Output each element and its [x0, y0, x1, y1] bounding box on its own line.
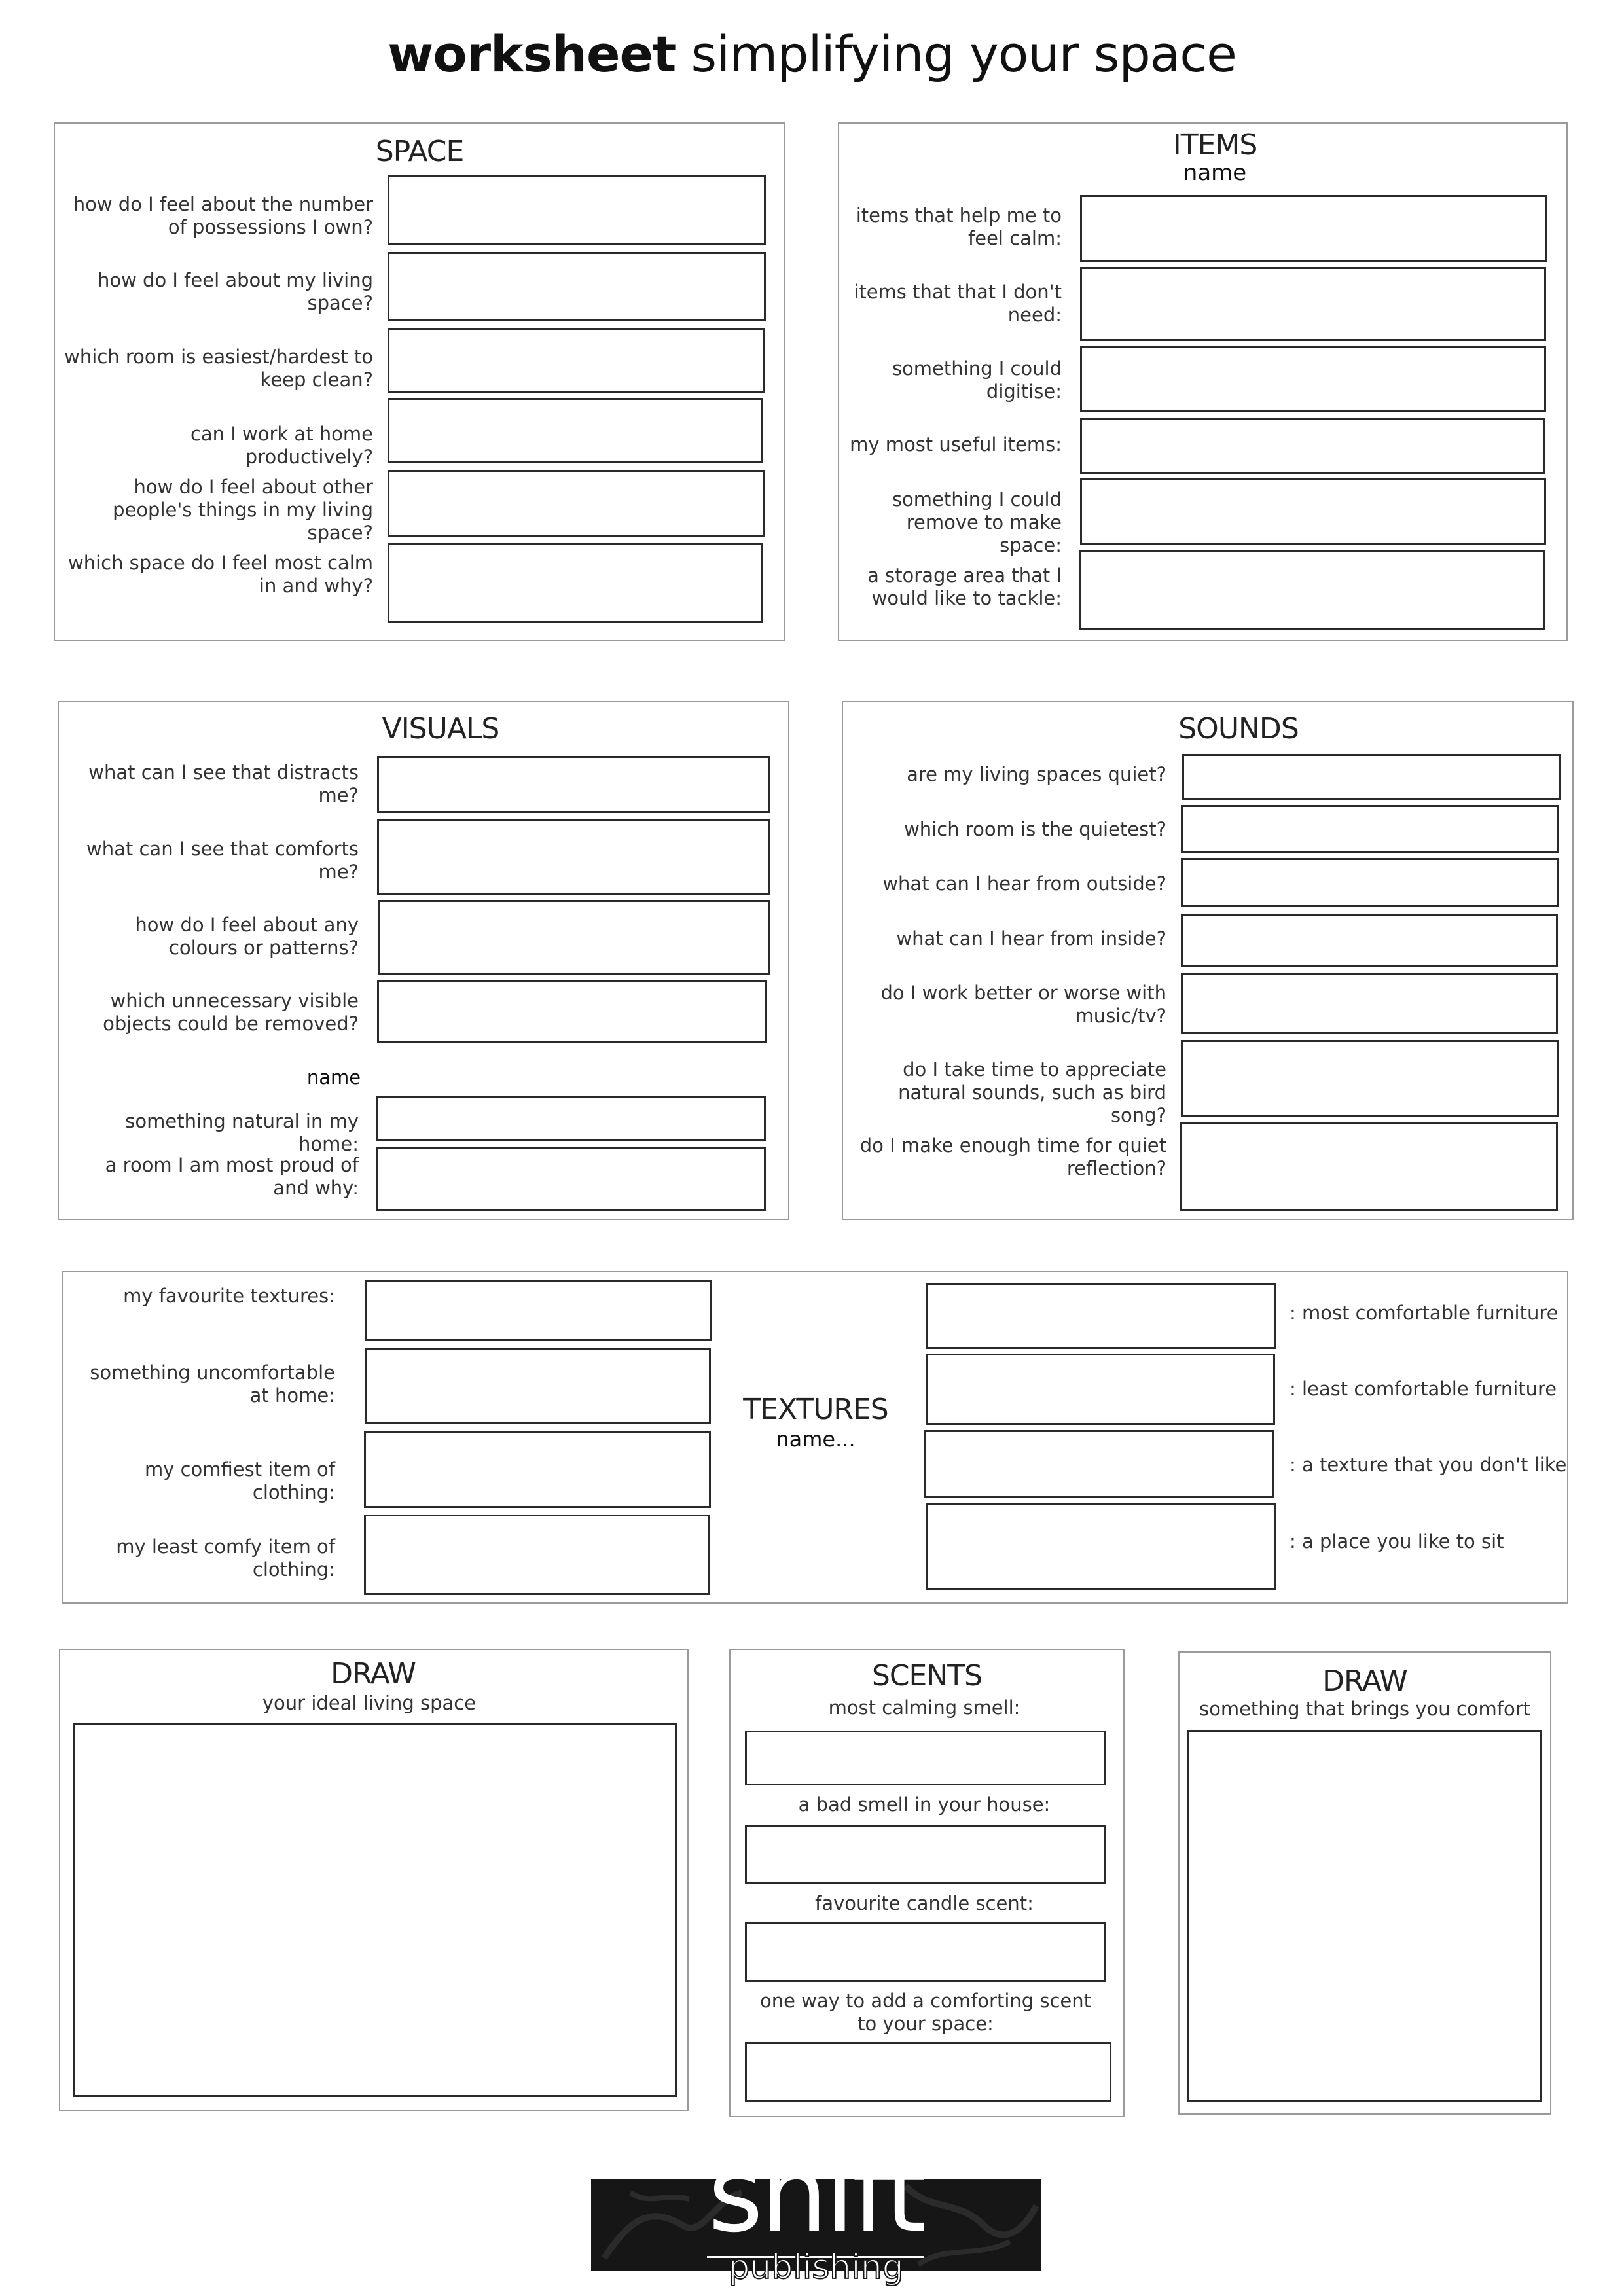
sounds-title: SOUNDS — [1178, 712, 1299, 745]
draw-comfort-area[interactable] — [1187, 1730, 1542, 2102]
textures-title: TEXTURES — [743, 1393, 888, 1426]
items-answer-box[interactable] — [1079, 550, 1545, 630]
visuals-question: what can I see that distracts me? — [88, 761, 359, 806]
page-title — [0, 25, 1624, 83]
scents-answer-box[interactable] — [745, 1825, 1106, 1884]
draw-ideal-area[interactable] — [73, 1723, 677, 2097]
visuals-name: name — [306, 1066, 361, 1088]
textures-answer-box[interactable] — [924, 1430, 1274, 1498]
items-question: items that help me to feel calm: — [856, 204, 1062, 249]
draw-ideal-title: DRAW — [331, 1657, 416, 1691]
items-answer-box[interactable] — [1080, 418, 1545, 474]
textures-answer-box[interactable] — [365, 1280, 712, 1341]
scents-question: favourite candle scent: — [815, 1892, 1034, 1914]
items-answer-box[interactable] — [1080, 346, 1546, 412]
scents-title: SCENTS — [871, 1659, 983, 1693]
textures-question-left: my least comfy item of clothing: — [116, 1535, 335, 1581]
draw-comfort-sub: something that brings you comfort — [1199, 1698, 1531, 1720]
items-answer-box[interactable] — [1080, 195, 1547, 262]
visuals-question: a room I am most proud of and why: — [105, 1154, 359, 1199]
visuals-question: something natural in my home: — [125, 1110, 359, 1155]
items-question: a storage area that I would like to tackle: — [867, 564, 1062, 609]
items-name: name — [1183, 160, 1247, 186]
visuals-answer-box[interactable] — [377, 756, 770, 813]
visuals-question: what can I see that comforts me? — [86, 838, 359, 883]
sounds-question: do I make enough time for quiet reflection? — [859, 1134, 1166, 1179]
textures-question-right: : a texture that you don't like — [1290, 1454, 1567, 1476]
sounds-question: do I work better or worse with music/tv? — [880, 982, 1166, 1027]
sounds-question: which room is the quietest? — [904, 818, 1166, 840]
space-question: which room is easiest/hardest to keep clean? — [64, 346, 373, 391]
sounds-answer-box[interactable] — [1181, 973, 1558, 1034]
items-title: ITEMS — [1172, 128, 1257, 162]
textures-question-right: : least comfortable furniture — [1290, 1378, 1557, 1400]
textures-answer-box[interactable] — [926, 1503, 1276, 1590]
items-answer-box[interactable] — [1080, 267, 1546, 341]
textures-question-right: : most comfortable furniture — [1290, 1302, 1559, 1324]
visuals-question: how do I feel about any colours or patterns? — [135, 914, 359, 959]
textures-answer-box[interactable] — [365, 1348, 711, 1424]
textures-answer-box[interactable] — [926, 1354, 1275, 1425]
scents-answer-box[interactable] — [745, 2042, 1111, 2102]
textures-answer-box[interactable] — [926, 1283, 1276, 1349]
sounds-question: what can I hear from inside? — [896, 927, 1166, 950]
space-answer-box[interactable] — [388, 328, 765, 393]
space-question: which space do I feel most calm in and why? — [67, 552, 373, 597]
scents-question: a bad smell in your house: — [798, 1793, 1051, 1816]
items-question: something I could digitise: — [892, 357, 1062, 403]
items-question: something I could remove to make space: — [892, 488, 1062, 556]
visuals-answer-box[interactable] — [377, 980, 767, 1043]
space-question: how do I feel about the number of possessions I own? — [73, 193, 373, 238]
textures-question-left: something uncomfortable at home: — [90, 1361, 335, 1407]
items-question: items that that I don't need: — [854, 281, 1062, 326]
visuals-title: VISUALS — [382, 712, 499, 745]
visuals-answer-box[interactable] — [376, 1147, 766, 1211]
space-answer-box[interactable] — [388, 252, 766, 321]
visuals-question: which unnecessary visible objects could be removed? — [103, 990, 359, 1035]
scents-question: one way to add a comforting scent to your space: — [759, 1990, 1092, 2035]
textures-name: name... — [776, 1427, 856, 1452]
title-rest: simplifying your space — [691, 25, 1236, 83]
title-bold: worksheet — [388, 25, 676, 83]
visuals-answer-box[interactable] — [376, 1096, 766, 1141]
textures-question-left: my favourite textures: — [123, 1285, 335, 1307]
scents-answer-box[interactable] — [745, 1922, 1106, 1982]
sounds-answer-box[interactable] — [1182, 754, 1561, 800]
visuals-answer-box[interactable] — [378, 900, 770, 975]
draw-ideal-sub: your ideal living space — [262, 1692, 477, 1714]
textures-question-left: my comfiest item of clothing: — [144, 1458, 335, 1503]
space-question: how do I feel about other people's things in my living space? — [113, 476, 373, 544]
sounds-question: do I take time to appreciate natural sounds, such as bird song? — [898, 1058, 1166, 1126]
logo-subtitle: publishing — [728, 2248, 904, 2287]
scents-question: most calming smell: — [828, 1696, 1020, 1719]
textures-answer-box[interactable] — [364, 1431, 711, 1508]
logo-wordmark: shift — [708, 2133, 924, 2256]
space-answer-box[interactable] — [388, 175, 766, 245]
sounds-question: what can I hear from outside? — [882, 872, 1166, 895]
items-answer-box[interactable] — [1080, 478, 1546, 545]
sounds-answer-box[interactable] — [1181, 1040, 1559, 1117]
items-question: my most useful items: — [850, 433, 1062, 456]
sounds-question: are my living spaces quiet? — [907, 763, 1166, 785]
draw-comfort-title: DRAW — [1322, 1664, 1407, 1698]
space-question: can I work at home productively? — [190, 423, 373, 468]
space-answer-box[interactable] — [388, 543, 763, 623]
space-answer-box[interactable] — [388, 398, 763, 463]
visuals-answer-box[interactable] — [377, 819, 770, 895]
sounds-answer-box[interactable] — [1181, 914, 1558, 967]
textures-answer-box[interactable] — [364, 1515, 710, 1595]
sounds-answer-box[interactable] — [1181, 805, 1559, 853]
sounds-answer-box[interactable] — [1180, 1122, 1558, 1211]
textures-question-right: : a place you like to sit — [1290, 1530, 1504, 1552]
sounds-answer-box[interactable] — [1181, 858, 1559, 907]
space-question: how do I feel about my living space? — [97, 269, 373, 314]
space-title: SPACE — [375, 135, 464, 168]
space-answer-box[interactable] — [388, 470, 765, 537]
scents-answer-box[interactable] — [745, 1731, 1106, 1785]
